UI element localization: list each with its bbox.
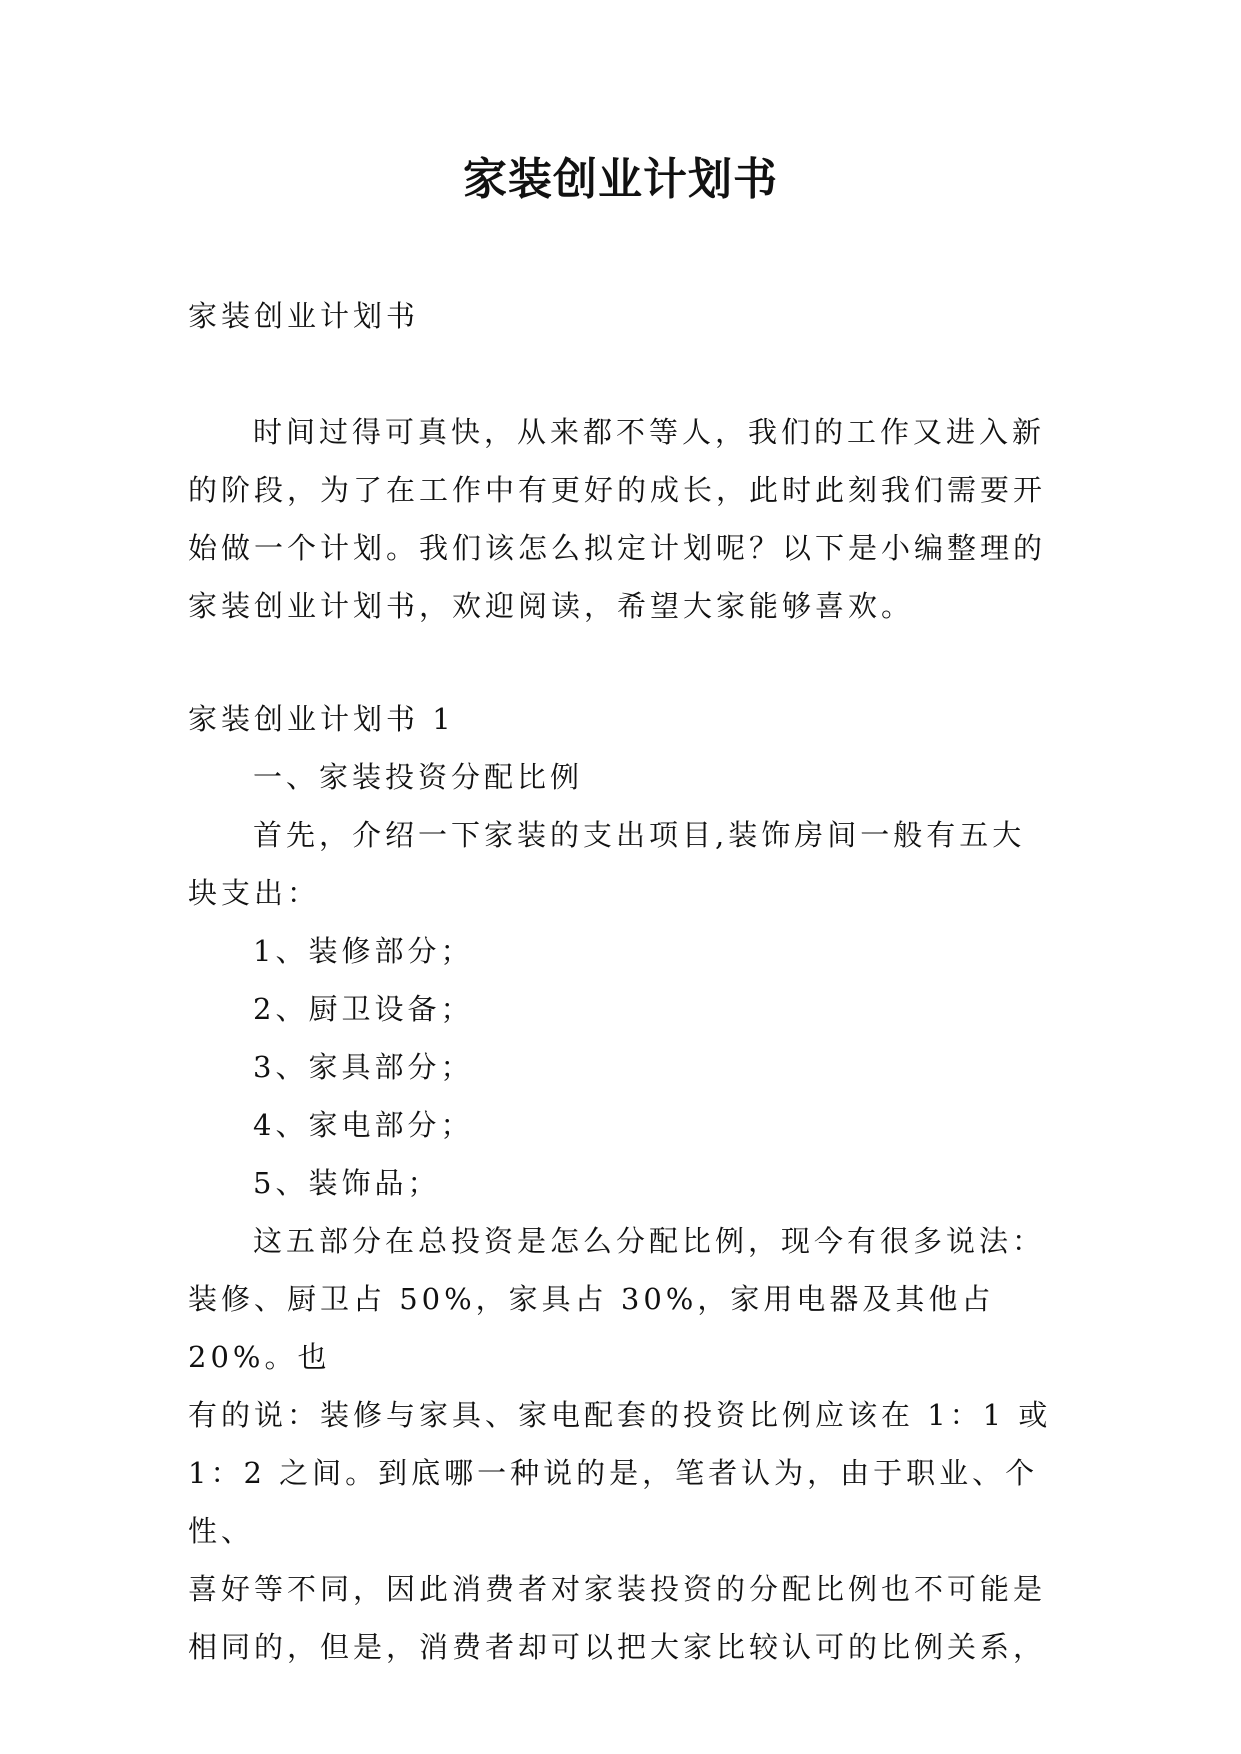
intro-line-1: 时间过得可真快，从来都不等人，我们的工作又进入新 xyxy=(253,415,1046,449)
list-item: 2、厨卫设备； xyxy=(253,992,474,1026)
paragraph-1-line-2: 块支出： xyxy=(188,876,321,910)
paragraph-2-line-1: 这五部分在总投资是怎么分配比例，现今有很多说法： xyxy=(253,1224,1046,1258)
paragraph-2-line-5: 喜好等不同，因此消费者对家装投资的分配比例也不可能是 xyxy=(188,1572,1047,1606)
document-subtitle: 家装创业计划书 xyxy=(188,299,420,333)
paragraph-2-line-6: 相同的，但是，消费者却可以把大家比较认可的比例关系， xyxy=(188,1630,1047,1664)
document-title: 家装创业计划书 xyxy=(463,154,778,205)
list-item: 5、装饰品； xyxy=(253,1166,441,1200)
list-item: 1、装修部分； xyxy=(253,934,474,968)
document-body xyxy=(188,287,1052,1676)
paragraph-2-line-4: 1：2 之间。到底哪一种说的是，笔者认为，由于职业、个性、 xyxy=(188,1456,1039,1548)
heading-investment-ratio: 一、家装投资分配比例 xyxy=(253,760,584,794)
intro-line-4: 家装创业计划书，欢迎阅读，希望大家能够喜欢。 xyxy=(188,589,915,623)
paragraph-2-line-3: 有的说：装修与家具、家电配套的投资比例应该在 1：1 或 xyxy=(188,1398,1052,1432)
list-item: 4、家电部分； xyxy=(253,1108,474,1142)
paragraph-2-line-2: 装修、厨卫占 50%，家具占 30%，家用电器及其他占 20%。也 xyxy=(188,1282,995,1374)
paragraph-1-line-1: 首先，介绍一下家装的支出项目,装饰房间一般有五大 xyxy=(253,818,1026,852)
list-item: 3、家具部分； xyxy=(253,1050,474,1084)
intro-line-2: 的阶段，为了在工作中有更好的成长，此时此刻我们需要开 xyxy=(188,473,1047,507)
section-title: 家装创业计划书 1 xyxy=(188,702,455,736)
intro-line-3: 始做一个计划。我们该怎么拟定计划呢？以下是小编整理的 xyxy=(188,531,1047,565)
